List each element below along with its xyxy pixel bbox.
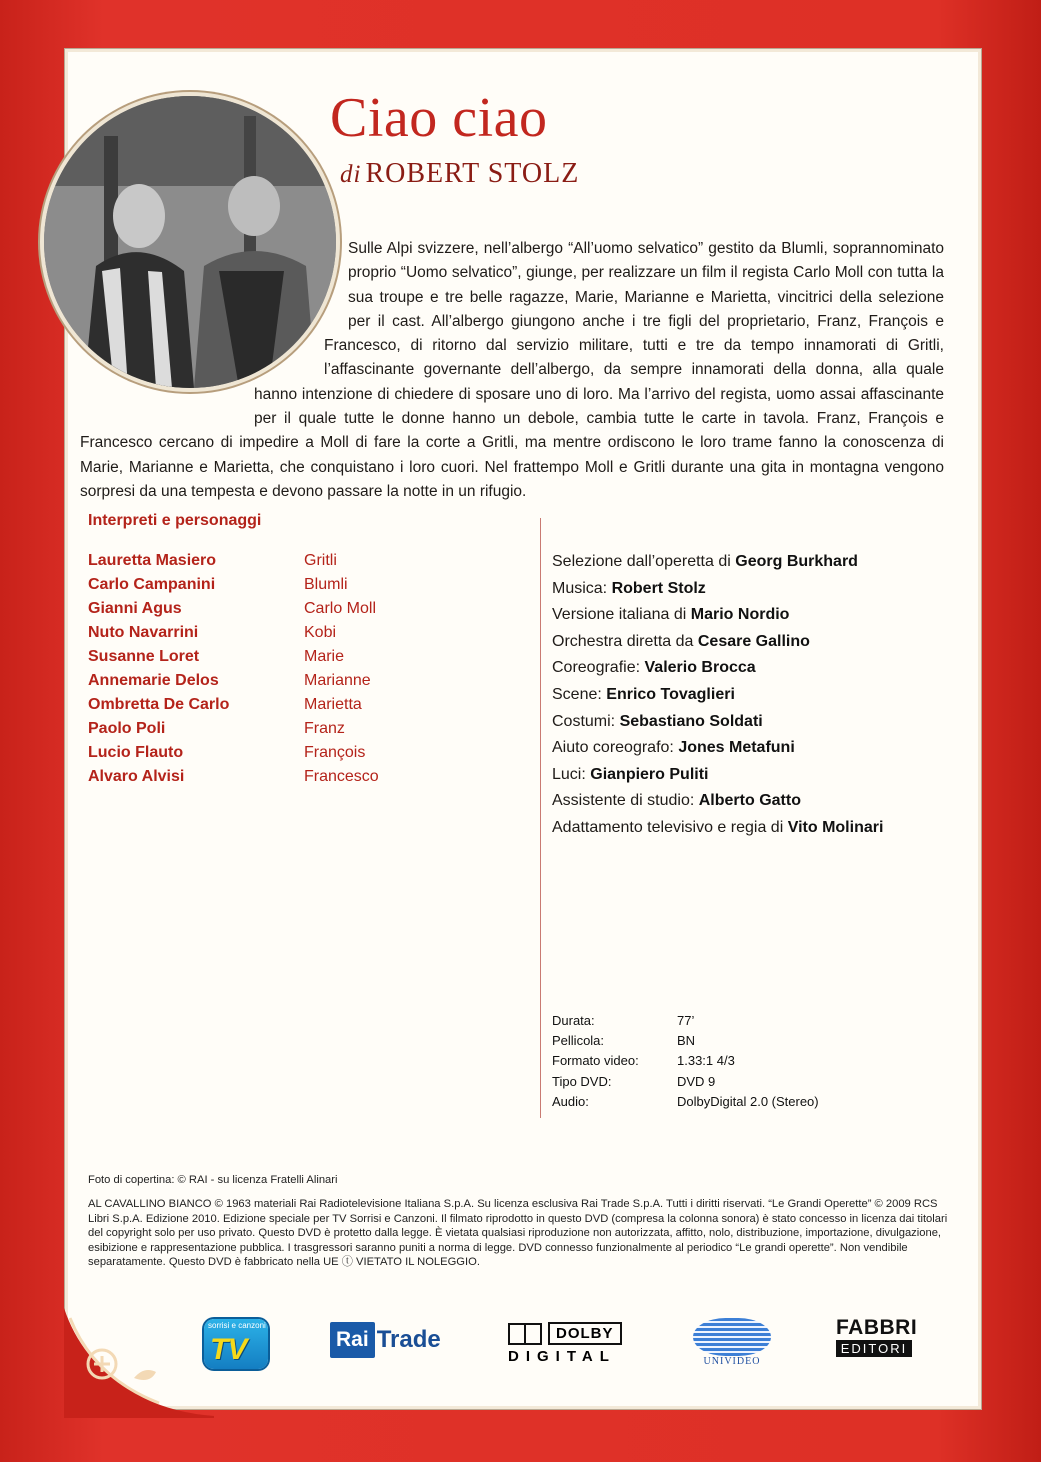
credit-name: Enrico Tovaglieri [606, 685, 735, 703]
credit-label: Versione italiana di [552, 606, 687, 624]
column-divider [540, 518, 541, 1118]
cast-role: Marie [304, 648, 345, 665]
tv-logo-text: TV [210, 1333, 247, 1366]
photo-credit: Foto di copertina: © RAI - su licenza Fratelli Alinari [88, 1174, 338, 1186]
credit-row [552, 713, 952, 740]
rai-box-text: Rai [330, 1322, 375, 1358]
spec-value: 77’ [677, 1013, 695, 1028]
cast-role: Blumli [304, 576, 348, 593]
credit-row [552, 633, 952, 660]
cast-role: Carlo Moll [304, 600, 377, 617]
credit-name: Vito Molinari [787, 818, 884, 836]
cast-row [88, 744, 388, 768]
subtitle [340, 158, 579, 190]
cast-actor: Ombretta De Carlo [88, 696, 230, 713]
cast-heading: Interpreti e personaggi [88, 512, 262, 529]
cast-role: Kobi [304, 624, 337, 641]
univideo-disc-icon [693, 1318, 771, 1356]
credit-label: Luci: [552, 765, 586, 783]
cast-row [88, 552, 388, 576]
univideo-text: UNIVIDEO [703, 1356, 761, 1367]
credit-row [552, 553, 952, 580]
credit-name: Jones Metafuni [678, 739, 795, 757]
credit-label: Musica: [552, 579, 608, 597]
cast-row [88, 624, 388, 648]
dolby-double-d-icon [508, 1323, 542, 1345]
cast-row [88, 600, 388, 624]
cast-role: Gritli [304, 552, 337, 569]
spec-label: Pellicola: [552, 1033, 605, 1049]
title: Ciao ciao [330, 87, 548, 149]
dolby-digital-logo [508, 1322, 640, 1365]
cast-role: François [304, 744, 366, 761]
credit-name: Sebastiano Soldati [619, 712, 763, 730]
synopsis-text: Sulle Alpi svizzere, nell’albergo “All’uomo selvatico” gestito da Blumli, soprannominato proprio “Uomo selvatico”, giunge, per realizzare un film il regista Carlo Moll con tutta la sua troupe e tre belle ragazze, Marie, Marianne e Marietta, vincitrici della selezione per il cast. All’albergo giungono anche i tre figli del proprietario, Franz, François e Francesco, di ritorno dal servizio militare, tutti e tre da tempo innamorati di Gritli, l’affascinante governante dell’albergo, da sempre innamorati della donna, alla quale hanno intenzione di chiedere di sposare uno di loro. Ma l’arrivo del regista, uomo assai affascinante per il quale tutte le donne hanno un debole, cambia tutte le carte in tavola. Franz, François e Francesco cercano di impedire a Moll di fare la corte a Gritli, ma mentre ordiscono le loro trame fanno la conoscenza di Marie, Marianne e Marietta, che conquistano i loro cuori. Nel frattempo Moll e Gritli durante una gita in montagna vengono sorpresi da una tempesta e devono passare la notte in un rifugio. [80, 240, 944, 500]
cast-actor: Lucio Flauto [88, 744, 184, 761]
spec-row [552, 1053, 872, 1073]
credit-name: Cesare Gallino [697, 632, 810, 650]
fabbri-text: FABBRI [836, 1316, 918, 1339]
cast-row [88, 576, 388, 600]
cast-row [88, 696, 388, 720]
cast-role: Francesco [304, 768, 379, 785]
spec-label: Durata: [552, 1013, 595, 1028]
spec-value: 1.33:1 4/3 [677, 1053, 735, 1069]
spec-value: DolbyDigital 2.0 (Stereo) [677, 1093, 819, 1109]
cast-row [88, 648, 388, 672]
specs-table [552, 1013, 872, 1114]
credit-name: Robert Stolz [611, 579, 706, 597]
spec-row [552, 1094, 872, 1114]
credit-label: Coreografie: [552, 659, 641, 677]
spec-row [552, 1074, 872, 1094]
cast-row [88, 768, 388, 792]
fabbri-editori-logo [836, 1316, 918, 1357]
univideo-logo [690, 1318, 774, 1367]
cast-actor: Alvaro Alvisi [88, 768, 185, 785]
cast-actor: Susanne Loret [88, 648, 200, 665]
cast-actor: Annemarie Delos [88, 672, 219, 689]
synopsis [80, 237, 944, 504]
cast-actor: Nuto Navarrini [88, 624, 199, 641]
spec-row [552, 1013, 872, 1033]
credit-row [552, 766, 952, 793]
credit-label: Assistente di studio: [552, 792, 695, 810]
cast-actor: Paolo Poli [88, 720, 166, 737]
cast-actor: Carlo Campanini [88, 576, 216, 593]
credit-label: Costumi: [552, 712, 616, 730]
legal-text: AL CAVALLINO BIANCO © 1963 materiali Rai Radiotelevisione Italiana S.p.A. Su licenza esclusiva Rai Trade S.p.A. Tutti i diritti riservati. “Le Grandi Operette” © 2009 RCS Libri S.p.A. Edizione 2010. Edizione speciale per TV Sorrisi e Canzoni. Il filmato riprodotto in questo DVD (compresa la colonna sonora) è stato concesso in licenza dai titolari del copyright solo per uso privato. Questo DVD è protetto dalla legge. È vietata qualsiasi riproduzione non autorizzata, affitto, nolo, distribuzione, importazione, divulgazione, esibizione e rappresentazione pubblica. I trasgressori saranno puniti a norma di legge. DVD connesso funzionalmente al periodico “Le grandi operette”. Non vendibile separatamente. Questo DVD è fabbricato nella UE ⓣ VIETATO IL NOLEGGIO. [88, 1198, 948, 1269]
subtitle-author: ROBERT STOLZ [365, 158, 580, 189]
dolby-digital-text: DIGITAL [508, 1348, 616, 1365]
credit-row [552, 606, 952, 633]
cast-role: Marietta [304, 696, 362, 713]
cast-row [88, 672, 388, 696]
credit-label: Orchestra diretta da [552, 632, 694, 650]
credit-row [552, 686, 952, 713]
credit-name: Alberto Gatto [698, 792, 801, 810]
logo-bar [190, 1314, 950, 1374]
credit-row [552, 580, 952, 607]
credit-label: Selezione dall’operetta di [552, 553, 731, 570]
spec-value: BN [677, 1033, 696, 1049]
credit-name: Gianpiero Puliti [590, 765, 709, 783]
tv-logo-small-text: sorrisi e canzoni [208, 1321, 266, 1330]
spec-label: Formato video: [552, 1053, 639, 1069]
cast-actor: Gianni Agus [88, 600, 182, 617]
rai-trade-logo [330, 1322, 441, 1358]
editori-text: EDITORI [836, 1340, 912, 1357]
credit-label: Adattamento televisivo e regia di [552, 818, 784, 836]
cast-role: Franz [304, 720, 345, 737]
spec-label: Tipo DVD: [552, 1073, 612, 1089]
spec-row [552, 1033, 872, 1053]
credit-name: Georg Burkhard [735, 553, 858, 570]
credit-name: Valerio Brocca [644, 659, 756, 677]
credit-row [552, 659, 952, 686]
credit-label: Aiuto coreografo: [552, 739, 674, 757]
spec-value: DVD 9 [677, 1073, 716, 1089]
cast-list [88, 552, 388, 792]
dolby-word: DOLBY [548, 1322, 622, 1345]
tv-sorrisi-logo [204, 1319, 268, 1369]
spec-label: Audio: [552, 1093, 589, 1109]
rai-trade-text: Trade [376, 1326, 441, 1353]
credit-row [552, 819, 952, 846]
cast-row [88, 720, 388, 744]
subtitle-prefix: di [340, 161, 362, 188]
credit-name: Mario Nordio [690, 606, 790, 624]
legal-block [88, 1173, 950, 1279]
cast-role: Marianne [304, 672, 371, 689]
credit-row [552, 739, 952, 766]
credit-row [552, 792, 952, 819]
credit-label: Scene: [552, 685, 602, 703]
credits-list [552, 553, 952, 846]
cast-actor: Lauretta Masiero [88, 552, 217, 569]
